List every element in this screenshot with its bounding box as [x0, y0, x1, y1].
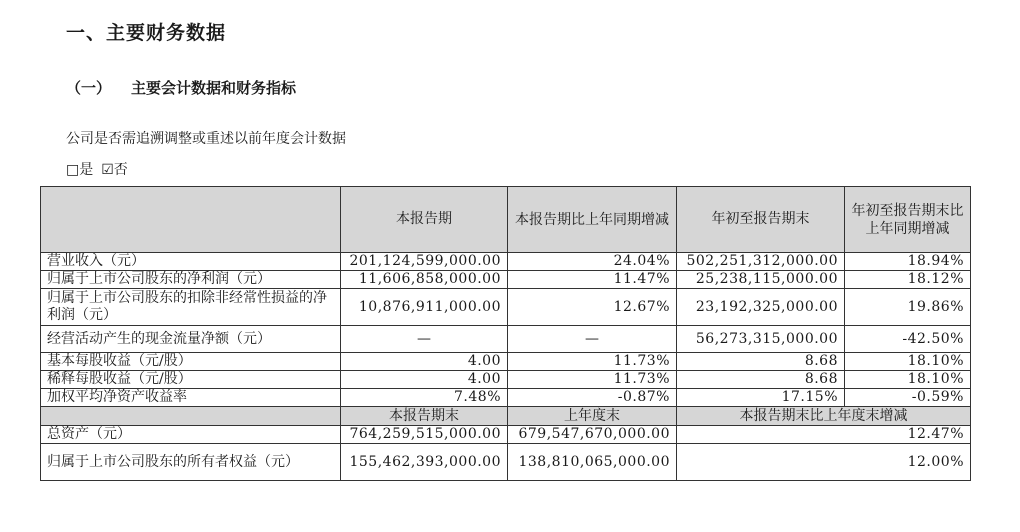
table-subheader-row [41, 407, 971, 426]
restatement-question: 公司是否需追溯调整或重述以前年度会计数据 [66, 131, 346, 147]
row-label: 基本每股收益（元/股） [41, 353, 341, 371]
header-cell-blank [41, 407, 341, 426]
table-cell: 155,462,393,000.00 [341, 444, 508, 481]
table-cell: 12.47% [677, 426, 971, 444]
table-cell: -0.59% [845, 389, 971, 407]
table-cell: 11.47% [508, 271, 677, 289]
table-cell: 18.94% [845, 253, 971, 271]
table-cell: 679,547,670,000.00 [508, 426, 677, 444]
table-cell: 11.73% [508, 353, 677, 371]
header-cell: 年初至报告期末 [677, 187, 845, 253]
table-row [41, 253, 971, 271]
table-cell: 25,238,115,000.00 [677, 271, 845, 289]
financial-data-table [40, 186, 971, 481]
table-cell: 24.04% [508, 253, 677, 271]
table-row [41, 444, 971, 481]
table-cell: 201,124,599,000.00 [341, 253, 508, 271]
table-cell: — [508, 326, 677, 353]
header-cell: 本报告期 [341, 187, 508, 253]
row-label: 总资产（元） [41, 426, 341, 444]
header-cell: 上年度末 [508, 407, 677, 426]
header-cell: 本报告期末比上年度末增减 [677, 407, 971, 426]
table-row [41, 426, 971, 444]
subsection-title: 主要会计数据和财务指标 [131, 79, 297, 97]
table-cell: 12.00% [677, 444, 971, 481]
table-cell: 138,810,065,000.00 [508, 444, 677, 481]
table-row [41, 389, 971, 407]
row-label: 稀释每股收益（元/股） [41, 371, 341, 389]
table-row [41, 289, 971, 326]
table-cell: 11.73% [508, 371, 677, 389]
header-cell: 本报告期比上年同期增减 [508, 187, 677, 253]
table-header-row [41, 187, 971, 253]
row-label: 归属于上市公司股东的扣除非经常性损益的净利润（元） [41, 289, 341, 326]
table-cell: 8.68 [677, 353, 845, 371]
table-cell: 18.10% [845, 371, 971, 389]
table-cell: 10,876,911,000.00 [341, 289, 508, 326]
table-row [41, 353, 971, 371]
subsection-number: （一） [66, 79, 112, 97]
table-cell: 4.00 [341, 353, 508, 371]
table-row [41, 271, 971, 289]
header-cell: 本报告期末 [341, 407, 508, 426]
table-row [41, 326, 971, 353]
row-label: 经营活动产生的现金流量净额（元） [41, 326, 341, 353]
checkbox-no[interactable]: ☑否 [101, 162, 128, 178]
row-label: 营业收入（元） [41, 253, 341, 271]
row-label: 加权平均净资产收益率 [41, 389, 341, 407]
table-cell: — [341, 326, 508, 353]
table-row [41, 371, 971, 389]
row-label: 归属于上市公司股东的所有者权益（元） [41, 444, 341, 481]
table-cell: -0.87% [508, 389, 677, 407]
table-cell: 11,606,858,000.00 [341, 271, 508, 289]
table-cell: 56,273,315,000.00 [677, 326, 845, 353]
table-cell: 17.15% [677, 389, 845, 407]
table-cell: 23,192,325,000.00 [677, 289, 845, 326]
header-cell-blank [41, 187, 341, 253]
table-cell: 18.12% [845, 271, 971, 289]
table-cell: 12.67% [508, 289, 677, 326]
table-cell: 4.00 [341, 371, 508, 389]
table-cell: 764,259,515,000.00 [341, 426, 508, 444]
header-cell: 年初至报告期末比上年同期增减 [845, 187, 971, 253]
table-cell: 8.68 [677, 371, 845, 389]
table-cell: 18.10% [845, 353, 971, 371]
table-cell: 7.48% [341, 389, 508, 407]
row-label: 归属于上市公司股东的净利润（元） [41, 271, 341, 289]
subsection-heading [66, 77, 296, 98]
table-cell: -42.50% [845, 326, 971, 353]
section-heading: 一、主要财务数据 [66, 22, 227, 44]
table-cell: 502,251,312,000.00 [677, 253, 845, 271]
restatement-checkboxes [66, 159, 136, 179]
checkbox-yes[interactable]: □是 [66, 162, 94, 178]
table-cell: 19.86% [845, 289, 971, 326]
